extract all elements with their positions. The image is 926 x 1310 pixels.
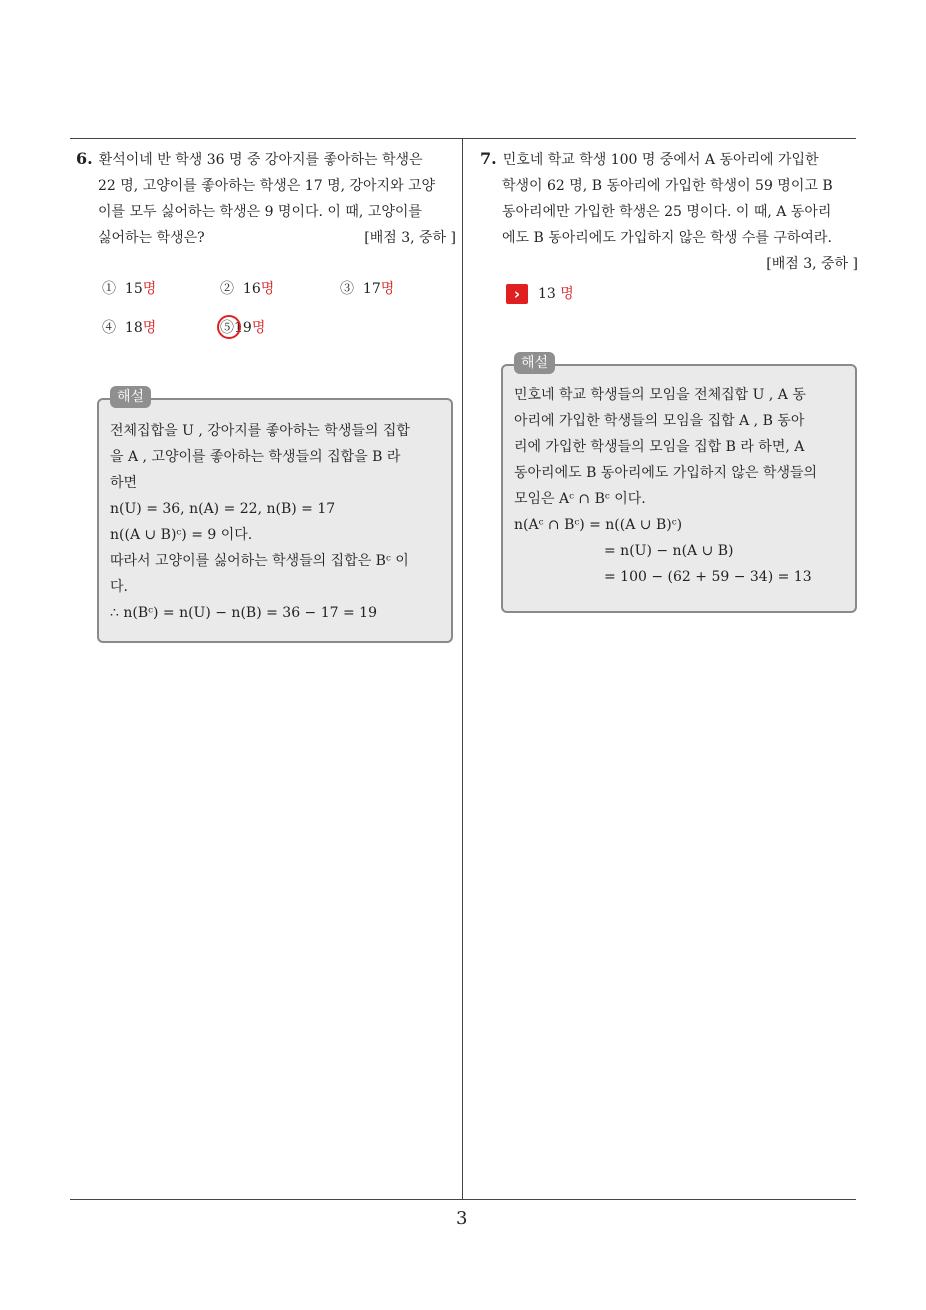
choice-3[interactable] xyxy=(340,278,394,298)
choice-unit: 명 xyxy=(142,320,157,336)
question-meta: [배점 3, 중하 ] xyxy=(766,256,858,272)
question-line: 22 명, 고양이를 좋아하는 학생은 17 명, 강아지와 고양 xyxy=(98,178,436,194)
solution-line: 전체집합을 U , 강아지를 좋아하는 학생들의 집합 xyxy=(110,423,410,439)
solution-line: = n(U) − n(A ∪ B) xyxy=(604,543,734,559)
question-7 xyxy=(480,146,858,277)
choice-unit: 명 xyxy=(260,281,275,297)
answer xyxy=(538,283,574,303)
solution-tag: 해설 xyxy=(110,386,151,408)
question-6 xyxy=(76,146,456,251)
selected-answer-circle-icon xyxy=(217,315,241,339)
answer-arrow-icon: › xyxy=(506,284,528,304)
question-line: 학생이 62 명, B 동아리에 가입한 학생이 59 명이고 B xyxy=(502,178,833,194)
choice-number: 18 xyxy=(124,320,143,336)
choice-number: 17 xyxy=(362,281,381,297)
question-line: 민호네 학교 학생 100 명 중에서 A 동아리에 가입한 xyxy=(502,152,819,168)
question-line: 이를 모두 싫어하는 학생은 9 명이다. 이 때, 고양이를 xyxy=(98,204,422,220)
solution-line: 리에 가입한 학생들의 모임을 집합 B 라 하면, A xyxy=(514,439,805,455)
solution-line: 을 A , 고양이를 좋아하는 학생들의 집합을 B 라 xyxy=(110,449,401,465)
solution-line: 모임은 Aᶜ ∩ Bᶜ 이다. xyxy=(514,491,646,507)
choice-list xyxy=(102,278,442,338)
choice-mark: ① xyxy=(102,281,116,297)
choice-mark: ② xyxy=(220,281,234,297)
solution-line: 민호네 학교 학생들의 모임을 전체집합 U , A 동 xyxy=(514,387,806,403)
bottom-rule xyxy=(70,1199,856,1200)
choice-mark: ⑤ xyxy=(220,320,234,336)
choice-1[interactable] xyxy=(102,278,156,298)
solution-line: 다. xyxy=(110,579,128,595)
solution-line: n(U) = 36, n(A) = 22, n(B) = 17 xyxy=(110,501,336,517)
choice-unit: 명 xyxy=(380,281,395,297)
choice-number: 15 xyxy=(124,281,143,297)
choice-4[interactable] xyxy=(102,317,156,337)
question-line: 동아리에만 가입한 학생은 25 명이다. 이 때, A 동아리 xyxy=(502,204,832,220)
question-line: 에도 B 동아리에도 가입하지 않은 학생 수를 구하여라. xyxy=(502,230,832,246)
choice-unit: 명 xyxy=(142,281,157,297)
question-number: 7. xyxy=(480,149,497,168)
column-divider xyxy=(462,138,463,1200)
solution-line: = 100 − (62 + 59 − 34) = 13 xyxy=(604,569,812,585)
solution-line: 하면 xyxy=(110,475,138,491)
page-number: 3 xyxy=(456,1208,468,1229)
solution-line: 아리에 가입한 학생들의 모임을 집합 A , B 동아 xyxy=(514,413,805,429)
answer-unit: 명 xyxy=(560,286,574,302)
choice-2[interactable] xyxy=(220,278,274,298)
choice-mark: ④ xyxy=(102,320,116,336)
solution-line: n(Aᶜ ∩ Bᶜ) = n((A ∪ B)ᶜ) xyxy=(514,517,683,533)
solution-line: ∴ n(Bᶜ) = n(U) − n(B) = 36 − 17 = 19 xyxy=(110,605,377,621)
solution-body-7 xyxy=(514,382,849,590)
solution-line: 따라서 고양이를 싫어하는 학생들의 집합은 Bᶜ 이 xyxy=(110,553,409,569)
choice-number: 19 xyxy=(234,320,252,336)
question-number: 6. xyxy=(76,149,93,168)
question-meta: [배점 3, 중하 ] xyxy=(364,230,456,246)
solution-line: n((A ∪ B)ᶜ) = 9 이다. xyxy=(110,527,253,543)
question-line: 싫어하는 학생은? xyxy=(98,230,205,246)
solution-line: 동아리에도 B 동아리에도 가입하지 않은 학생들의 xyxy=(514,465,818,481)
top-rule xyxy=(70,138,856,139)
question-line: 환석이네 반 학생 36 명 중 강아지를 좋아하는 학생은 xyxy=(98,152,423,168)
choice-mark: ③ xyxy=(340,281,354,297)
choice-number: 16 xyxy=(242,281,261,297)
choice-unit: 명 xyxy=(251,320,266,336)
answer-number: 13 xyxy=(538,286,556,302)
solution-tag: 해설 xyxy=(514,352,555,374)
solution-body-6 xyxy=(110,418,445,626)
